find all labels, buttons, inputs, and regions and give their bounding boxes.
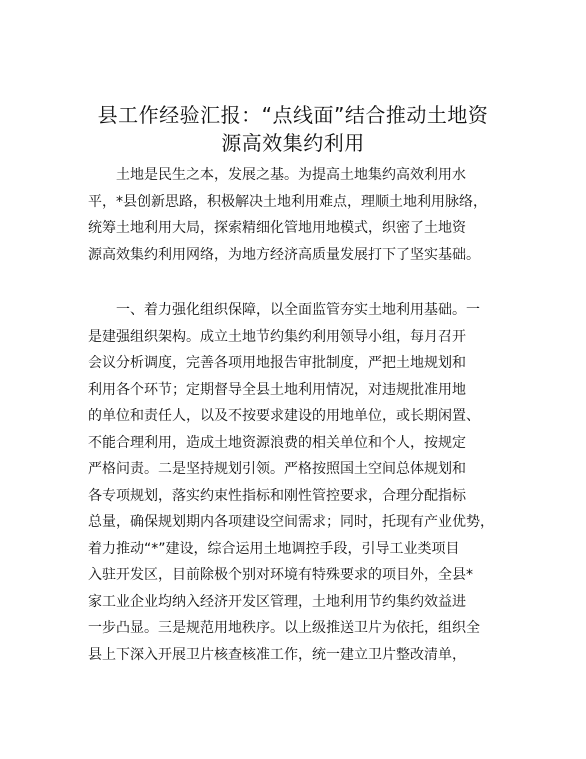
section-one-paragraph [88,297,518,668]
title-line: 县工作经验汇报：“点线面”结合推动土地资 [97,103,489,127]
paragraph-line: 总量，确保规划期内各项建设空间需求；同时，托现有产业优势， [88,514,494,530]
intro-paragraph [88,162,518,268]
paragraph-line: 一、着力强化组织保障，以全面监管夯实土地利用基础。一 [116,302,480,318]
paragraph-line: 统筹土地利用大局，探索精细化管地用地模式，织密了土地资 [88,220,466,236]
paragraph-line: 着力推动“*”建设，综合运用土地调控手段，引导工业类项目 [88,540,460,557]
paragraph-line: 家工业企业均纳入经济开发区管理，土地利用节约集约效益进 [88,593,466,610]
paragraph-line: 不能合理利用，造成土地资源浪费的相关单位和个人，按规定 [88,434,466,451]
paragraph-line: 平，*县创新思路，积极解决土地利用难点，理顺土地利用脉络， [88,193,487,210]
document-title [70,101,516,157]
title-line: 源高效集约利用 [221,131,365,155]
paragraph-line: 的单位和责任人，以及不按要求建设的用地单位，或长期闲置、 [88,408,480,424]
paragraph-line: 利用各个环节；定期督导全县土地利用情况，对违规批准用地 [88,381,466,398]
paragraph-line: 一步凸显。三是规范用地秩序。以上级推送卫片为依托，组织全 [88,620,480,636]
paragraph-line: 土地是民生之本，发展之基。为提高土地集约高效利用水 [116,167,466,183]
paragraph-line: 入驻开发区，目前除极个别对环境有特殊要求的项目外，全县* [88,567,473,583]
paragraph-line: 县上下深入开展卫片核查核准工作，统一建立卫片整改清单， [88,646,466,663]
paragraph-line: 会议分析调度，完善各项用地报告审批制度，严把土地规划和 [88,355,466,371]
paragraph-line: 严格问责。二是坚持规划引领。严格按照国土空间总体规划和 [88,461,466,477]
paragraph-line: 源高效集约利用网络，为地方经济高质量发展打下了坚实基础。 [88,246,480,263]
paragraph-line: 是建强组织架构。成立土地节约集约利用领导小组，每月召开 [88,328,466,345]
paragraph-line: 各专项规划，落实约束性指标和刚性管控要求，合理分配指标 [88,487,466,504]
